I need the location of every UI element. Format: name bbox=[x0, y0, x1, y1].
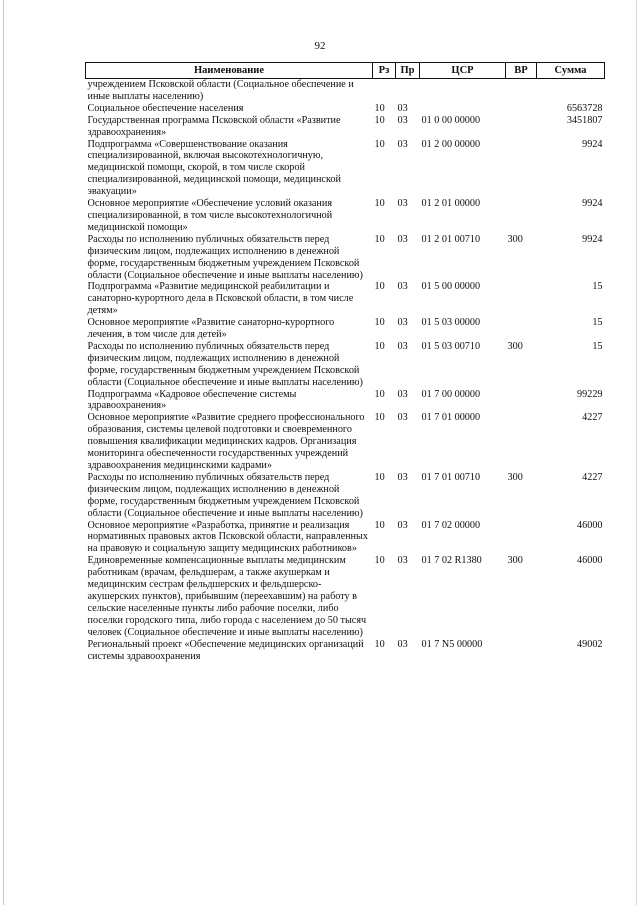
row-rz: 10 bbox=[374, 281, 385, 293]
row-vr bbox=[506, 103, 537, 115]
row-pr: 03 bbox=[397, 638, 408, 650]
scan-edge-left bbox=[3, 0, 4, 905]
row-csr: 01 2 01 00000 bbox=[421, 198, 481, 210]
row-pr: 03 bbox=[397, 412, 408, 424]
header-vr: ВР bbox=[506, 63, 537, 79]
row-sum: 49002 bbox=[577, 638, 603, 650]
row-name: Расходы по исполнению публичных обязательств перед физическим лицом, подлежащих исполнению в денежной форме, государственным бюджетным учреждением Псковской области (Социальное обеспечение и иные выплаты населению) bbox=[87, 233, 363, 281]
row-vr bbox=[506, 317, 537, 341]
row-rz: 10 bbox=[374, 317, 385, 329]
row-sum: 46000 bbox=[577, 555, 603, 567]
row-pr: 03 bbox=[397, 198, 408, 210]
row-vr bbox=[506, 198, 537, 234]
row-csr: 01 5 03 00710 bbox=[421, 340, 481, 352]
row-csr: 01 7 01 00000 bbox=[421, 412, 481, 424]
row-pr: 03 bbox=[397, 233, 408, 245]
row-vr bbox=[506, 520, 537, 556]
row-name: Социальное обеспечение населения bbox=[87, 102, 244, 114]
row-pr: 03 bbox=[397, 519, 408, 531]
row-pr: 03 bbox=[397, 102, 408, 114]
row-vr bbox=[506, 281, 537, 317]
row-sum: 15 bbox=[592, 340, 603, 352]
row-sum: 4227 bbox=[582, 412, 603, 424]
table-row bbox=[86, 79, 605, 103]
row-vr bbox=[506, 79, 537, 103]
row-rz: 10 bbox=[374, 233, 385, 245]
row-csr: 01 0 00 00000 bbox=[421, 114, 481, 126]
row-pr: 03 bbox=[397, 555, 408, 567]
row-sum: 3451807 bbox=[566, 114, 603, 126]
row-sum: 15 bbox=[592, 317, 603, 329]
row-sum: 9924 bbox=[582, 233, 603, 245]
row-pr: 03 bbox=[397, 340, 408, 352]
row-name: Расходы по исполнению публичных обязательств перед физическим лицом, подлежащих исполнению в денежной форме, государственным бюджетным учреждением Псковской области (Социальное обеспечение и иные выплаты населению) bbox=[87, 471, 363, 519]
table-row bbox=[86, 472, 605, 520]
row-rz: 10 bbox=[374, 519, 385, 531]
row-rz bbox=[373, 79, 396, 103]
row-vr bbox=[506, 139, 537, 199]
row-rz: 10 bbox=[374, 471, 385, 483]
table-row bbox=[86, 412, 605, 472]
row-pr: 03 bbox=[397, 138, 408, 150]
row-name: Основное мероприятие «Обеспечение условий оказания специализированной, в том числе высокотехнологичной медицинской помощи» bbox=[87, 198, 333, 233]
row-csr: 01 7 N5 00000 bbox=[421, 638, 483, 650]
row-name: Подпрограмма «Кадровое обеспечение системы здравоохранения» bbox=[87, 388, 297, 412]
row-sum: 99229 bbox=[577, 388, 603, 400]
row-vr: 300 bbox=[507, 555, 523, 567]
table-row bbox=[86, 555, 605, 638]
table-row bbox=[86, 198, 605, 234]
table-row bbox=[86, 103, 605, 115]
row-name: Основное мероприятие «Разработка, принятие и реализация нормативных правовых актов Псковской области, направленных на правовую и социальную защиту медицинских работников» bbox=[87, 519, 368, 555]
row-csr: 01 7 02 00000 bbox=[421, 519, 481, 531]
row-name: Подпрограмма «Совершенствование оказания специализированной, включая высокотехнологичную, медицинской помощи, скорой, в том числе скорой специализированной, медицинской помощи, медицинской эвакуации» bbox=[87, 138, 341, 198]
header-sum: Сумма bbox=[537, 63, 605, 79]
row-vr: 300 bbox=[507, 233, 523, 245]
row-rz: 10 bbox=[374, 388, 385, 400]
row-pr bbox=[396, 79, 420, 103]
row-rz: 10 bbox=[374, 102, 385, 114]
row-csr: 01 7 00 00000 bbox=[421, 388, 481, 400]
row-rz: 10 bbox=[374, 340, 385, 352]
row-vr bbox=[506, 639, 537, 663]
table-row bbox=[86, 389, 605, 413]
row-name: Региональный проект «Обеспечение медицинских организаций системы здравоохранения bbox=[87, 638, 364, 662]
row-csr: 01 5 03 00000 bbox=[421, 317, 481, 329]
table-body bbox=[86, 79, 605, 663]
row-vr: 300 bbox=[507, 471, 523, 483]
row-vr bbox=[506, 412, 537, 472]
page-number: 92 bbox=[314, 40, 326, 52]
row-sum bbox=[537, 79, 605, 103]
row-csr bbox=[420, 103, 506, 115]
row-name: Подпрограмма «Развитие медицинской реабилитации и санаторно-курортного дела в Псковской области, в том числе детям» bbox=[87, 281, 354, 317]
row-csr: 01 5 00 00000 bbox=[421, 281, 481, 293]
row-name: Государственная программа Псковской области «Развитие здравоохранения» bbox=[87, 114, 341, 138]
header-rz: Рз bbox=[373, 63, 396, 79]
row-name: Единовременные компенсационные выплаты медицинским работникам (врачам, фельдшерам, а также акушеркам и медицинским сестрам фельдшерских и фельдшерско-акушерских пунктов), прибывшим (переехавшим) на работу в сельские населенные пункты либо рабочие поселки, либо поселки городского типа, либо города с населением до 50 тысяч человек (Социальное обеспечение и иные выплаты населению) bbox=[87, 555, 367, 638]
row-rz: 10 bbox=[374, 555, 385, 567]
row-rz: 10 bbox=[374, 198, 385, 210]
row-csr: 01 2 00 00000 bbox=[421, 138, 481, 150]
table-row bbox=[86, 234, 605, 282]
header-csr: ЦСР bbox=[420, 63, 506, 79]
row-sum: 9924 bbox=[582, 138, 603, 150]
row-pr: 03 bbox=[397, 388, 408, 400]
row-csr: 01 7 02 R1380 bbox=[421, 555, 482, 567]
table-header bbox=[86, 63, 605, 79]
row-pr: 03 bbox=[397, 317, 408, 329]
header-pr: Пр bbox=[396, 63, 420, 79]
table-row bbox=[86, 115, 605, 139]
row-pr: 03 bbox=[397, 114, 408, 126]
budget-table bbox=[85, 62, 605, 662]
row-sum: 46000 bbox=[577, 519, 603, 531]
row-name: Основное мероприятие «Развитие среднего профессионального образования, системы целевой подготовки и своевременного повышения квалификации медицинских кадров. Организация мониторинга обеспеченности государственных учреждений здравоохранения медицинскими кадрами» bbox=[87, 412, 365, 471]
row-vr bbox=[506, 115, 537, 139]
row-vr: 300 bbox=[507, 340, 523, 352]
row-rz: 10 bbox=[374, 114, 385, 126]
row-name: учреждением Псковской области (Социальное обеспечение и иные выплаты населению) bbox=[87, 79, 354, 102]
row-name: Основное мероприятие «Развитие санаторно-курортного лечения, в том числе для детей» bbox=[87, 317, 335, 341]
row-csr bbox=[420, 79, 506, 103]
row-sum: 6563728 bbox=[566, 102, 603, 114]
row-rz: 10 bbox=[374, 412, 385, 424]
row-rz: 10 bbox=[374, 638, 385, 650]
row-rz: 10 bbox=[374, 138, 385, 150]
row-vr bbox=[506, 389, 537, 413]
row-pr: 03 bbox=[397, 471, 408, 483]
row-csr: 01 7 01 00710 bbox=[421, 471, 481, 483]
table-row bbox=[86, 317, 605, 341]
row-name: Расходы по исполнению публичных обязательств перед физическим лицом, подлежащих исполнению в денежной форме, государственным бюджетным учреждением Псковской области (Социальное обеспечение и иные выплаты населению) bbox=[87, 340, 363, 388]
row-pr: 03 bbox=[397, 281, 408, 293]
row-sum: 4227 bbox=[582, 471, 603, 483]
row-sum: 9924 bbox=[582, 198, 603, 210]
table-row bbox=[86, 520, 605, 556]
table-row bbox=[86, 281, 605, 317]
row-sum: 15 bbox=[592, 281, 603, 293]
row-csr: 01 2 01 00710 bbox=[421, 233, 481, 245]
table-row bbox=[86, 139, 605, 199]
table-row bbox=[86, 639, 605, 663]
scan-edge-right bbox=[636, 0, 637, 905]
header-name: Наименование bbox=[86, 63, 373, 79]
table-row bbox=[86, 341, 605, 389]
